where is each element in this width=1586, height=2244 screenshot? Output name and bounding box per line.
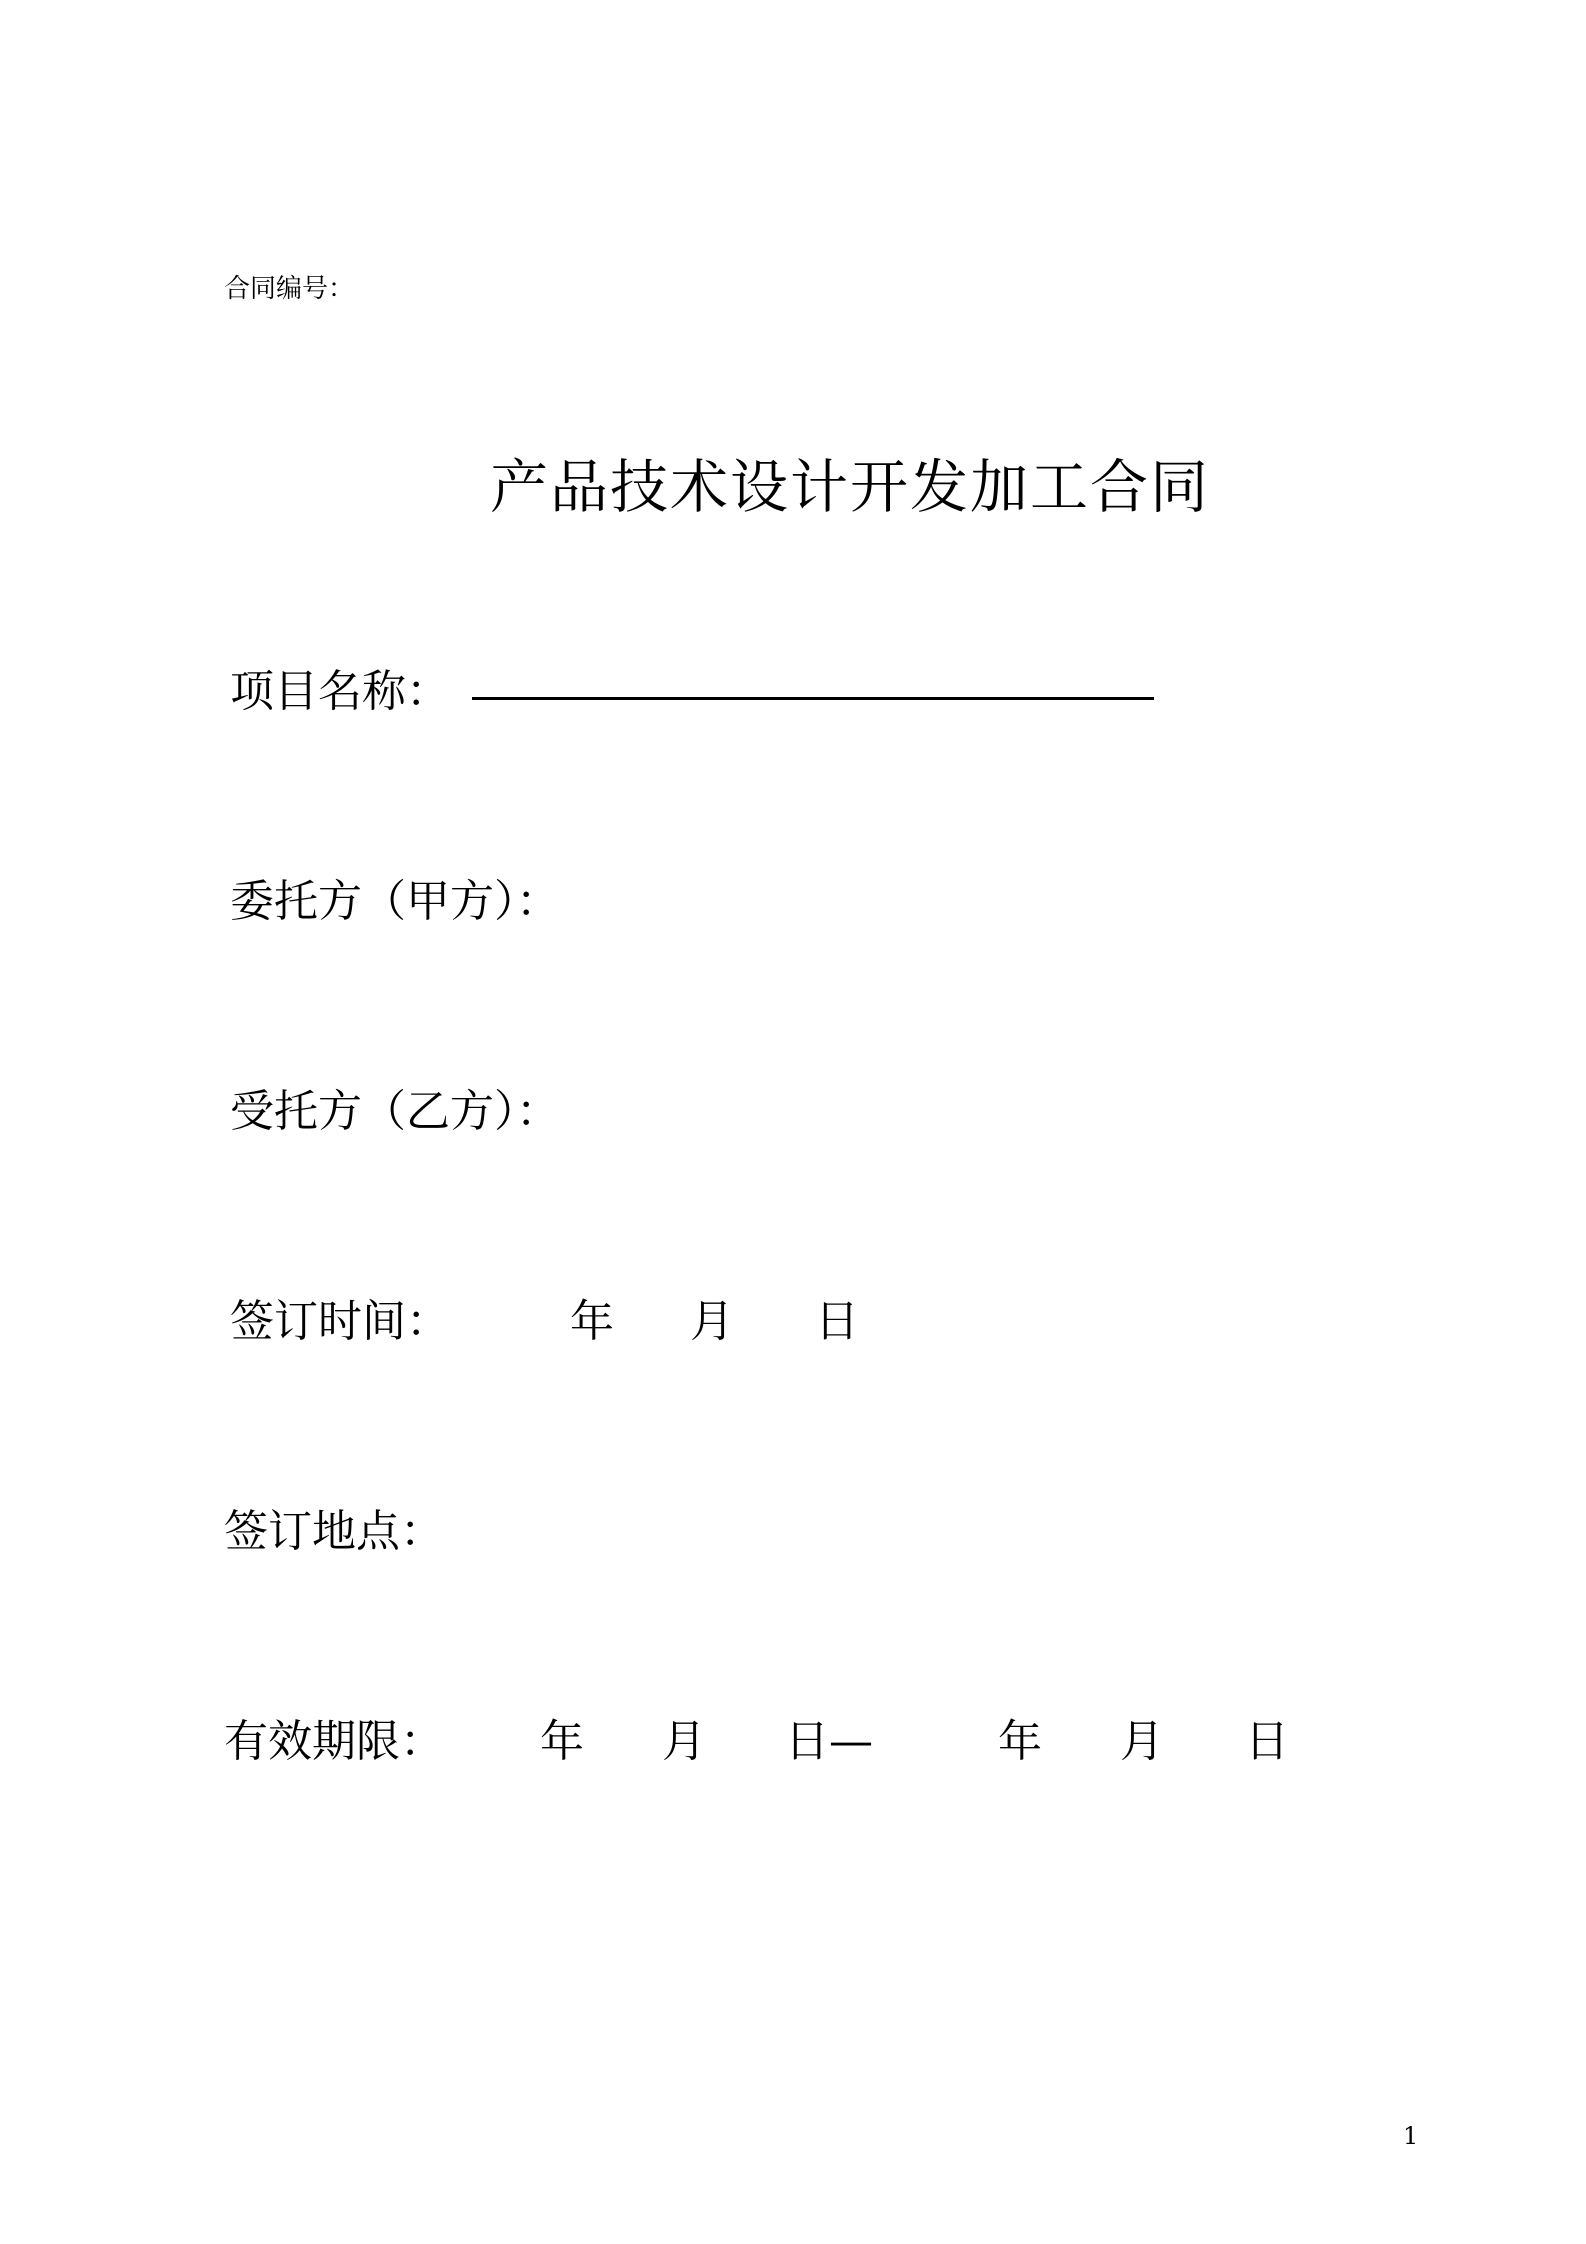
- sign-place-label: 签订地点：: [224, 1506, 444, 1557]
- contract-number-label: 合同编号：: [224, 274, 355, 304]
- sign-time-year: 年: [570, 1296, 614, 1347]
- validity-start-month: 月: [662, 1716, 706, 1767]
- party-b-label: 受托方（乙方）：: [230, 1086, 560, 1137]
- page-number: 1: [1403, 2122, 1419, 2150]
- sign-time-day: 日: [815, 1296, 859, 1347]
- validity-end-year: 年: [998, 1716, 1042, 1767]
- party-a-label: 委托方（甲方）：: [230, 876, 560, 927]
- project-name-underline: [472, 697, 1154, 700]
- sign-time-label: 签订时间：: [230, 1296, 450, 1347]
- validity-start-year: 年: [540, 1716, 584, 1767]
- project-name-label: 项目名称：: [230, 666, 450, 717]
- sign-time-month: 月: [690, 1296, 734, 1347]
- validity-label: 有效期限：: [224, 1716, 444, 1767]
- validity-start-day: 日—: [785, 1716, 873, 1767]
- document-title: 产品技术设计开发加工合同: [490, 453, 1211, 521]
- validity-end-day: 日: [1245, 1716, 1289, 1767]
- validity-end-month: 月: [1120, 1716, 1164, 1767]
